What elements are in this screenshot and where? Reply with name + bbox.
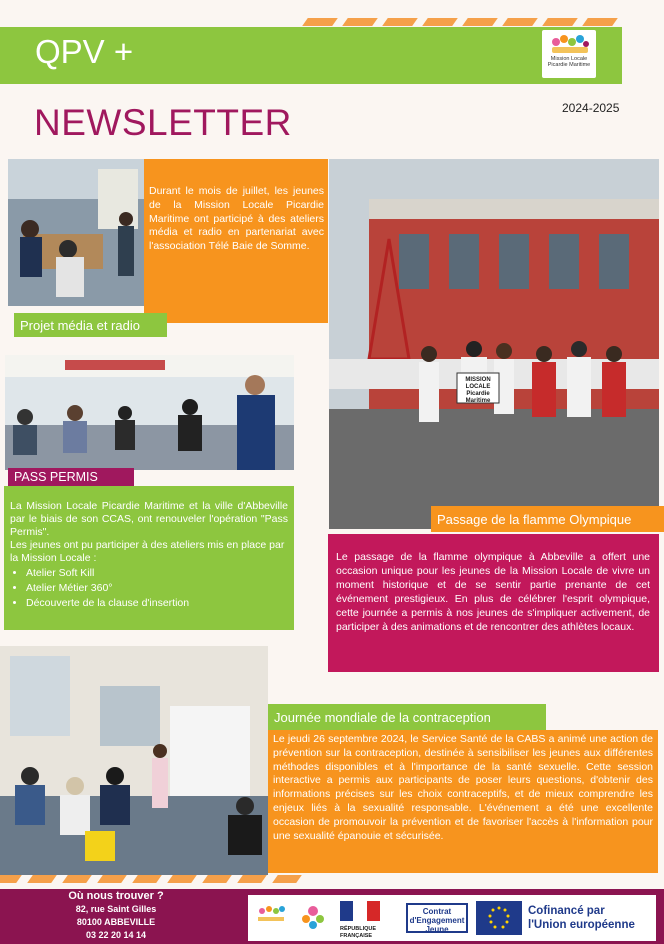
- eu-stars-icon: [476, 901, 522, 935]
- contraception-text: Le jeudi 26 septembre 2024, le Service Santé de la CABS a animé une action de prévention sur la contraception, destinée à sensibiliser les jeunes aux différentes méthodes disponibles et à l'importance de la santé sexuelle. Cette session interactive a permis aux participants de poser leurs questions, d'obtenir des informations précises sur les choix contraceptifs, et de mieux comprendre les enjeux liés à la sexualité responsable. L'événement a été une excellente occasion de promouvoir la prévention et de favoriser l'accès à l'information pour une sexualité épanouie et sécurisée.: [273, 733, 653, 842]
- bottom-stripe-1: [0, 875, 22, 883]
- logo-text-1: Mission Locale: [550, 56, 588, 62]
- bottom-stripe-5: [132, 875, 162, 883]
- list-item: • Atelier Soft Kill: [26, 567, 288, 580]
- flame-text-box: [328, 534, 659, 672]
- school-year: 2024-2025: [562, 101, 620, 115]
- bottom-stripe-9: [272, 875, 302, 883]
- footer-where: Où nous trouver ?: [68, 890, 164, 902]
- eu-cofinance-text: [528, 904, 635, 932]
- eu-text-1: Cofinancé par: [528, 905, 605, 917]
- top-stripe-1: [302, 18, 338, 26]
- photo-olympic-flame: [329, 159, 659, 529]
- footer-phone: 03 22 20 14 14: [85, 930, 147, 940]
- newsletter-title: NEWSLETTER: [34, 102, 292, 143]
- top-stripe-6: [502, 18, 538, 26]
- footer-street: 82, rue Saint Gilles: [75, 904, 157, 914]
- top-stripe-7: [542, 18, 578, 26]
- contraception-photo-drawing: [0, 646, 268, 875]
- header-title: QPV +: [35, 33, 134, 70]
- top-stripe-3: [382, 18, 418, 26]
- marianne-flag-icon: [340, 901, 380, 921]
- republique-francaise-logo: [340, 901, 396, 939]
- logo-text-2: Picardie Maritime: [547, 62, 591, 68]
- bottom-stripe-4: [97, 875, 127, 883]
- photo-media-workshop: [8, 159, 144, 306]
- top-stripe-8: [582, 18, 618, 26]
- eu-flag-icon: [476, 901, 522, 935]
- list-item: • Découverte de la clause d'insertion: [26, 597, 288, 610]
- photo-contraception: [0, 646, 268, 875]
- bottom-stripe-2: [27, 875, 57, 883]
- contraception-caption: Journée mondiale de la contraception: [268, 704, 546, 730]
- bottom-stripe-8: [237, 875, 267, 883]
- eu-text-2: l'Union européenne: [528, 919, 635, 931]
- contrat-engagement-logo: Contrat d'Engagement Jeune: [406, 903, 468, 933]
- media-text-box: [144, 159, 328, 323]
- top-stripe-5: [462, 18, 498, 26]
- footer-city: 80100 ABBEVILLE: [76, 917, 156, 927]
- partner-logos: [248, 895, 656, 941]
- top-stripe-4: [422, 18, 458, 26]
- permis-activities-list: [10, 567, 288, 610]
- permis-text-1: La Mission Locale Picardie Maritime et la ville d'Abbeville par le biais de son CCAS, ont renouveler l'opération "Pass Permis".: [10, 500, 288, 538]
- mission-locale-logo: [542, 30, 596, 78]
- media-caption: Projet média et radio: [14, 313, 167, 337]
- flame-photo-drawing: [329, 159, 659, 529]
- flame-text: Le passage de la flamme olympique à Abbeville a offert une occasion unique pour les jeunes de la Mission Locale de vivre un moment historique et de se sentir partie prenante de cet événement prestigieux. En plus de célébrer l'esprit olympique, cette journée a permis à nos jeunes de s'impliquer activement, de participer à des animations et de rencontrer des athlètes locaux.: [336, 551, 650, 634]
- bottom-stripe-6: [167, 875, 197, 883]
- bottom-stripe-3: [62, 875, 92, 883]
- photo-pass-permis: [5, 355, 294, 470]
- media-photo-drawing: [8, 159, 144, 306]
- bottom-stripe-7: [202, 875, 232, 883]
- permis-text-2: Les jeunes ont pu participer à des ateliers mis en place par la Mission Locale :: [10, 539, 285, 564]
- mission-locale-sign: MISSION LOCALE Picardie Maritime: [465, 377, 491, 404]
- permis-caption: PASS PERMIS: [8, 468, 134, 486]
- footer-address: [20, 889, 212, 942]
- flame-caption: Passage de la flamme Olympique: [431, 506, 664, 532]
- list-item: • Atelier Métier 360°: [26, 582, 288, 595]
- logo-figures-icon: [542, 30, 596, 78]
- permis-photo-drawing: [5, 355, 294, 470]
- rf-text: RÉPUBLIQUE FRANÇAISE: [340, 926, 377, 939]
- permis-text-box: [4, 486, 294, 630]
- mission-locale-small-logo: [254, 903, 288, 933]
- contraception-text-box: [268, 730, 658, 873]
- partner-figures-icon: [298, 903, 328, 933]
- media-text: Durant le mois de juillet, les jeunes de la Mission Locale Picardie Maritime ont participé à des ateliers média et radio en partenariat avec l'association Télé Baie de Somme.: [149, 185, 324, 253]
- top-stripe-2: [342, 18, 378, 26]
